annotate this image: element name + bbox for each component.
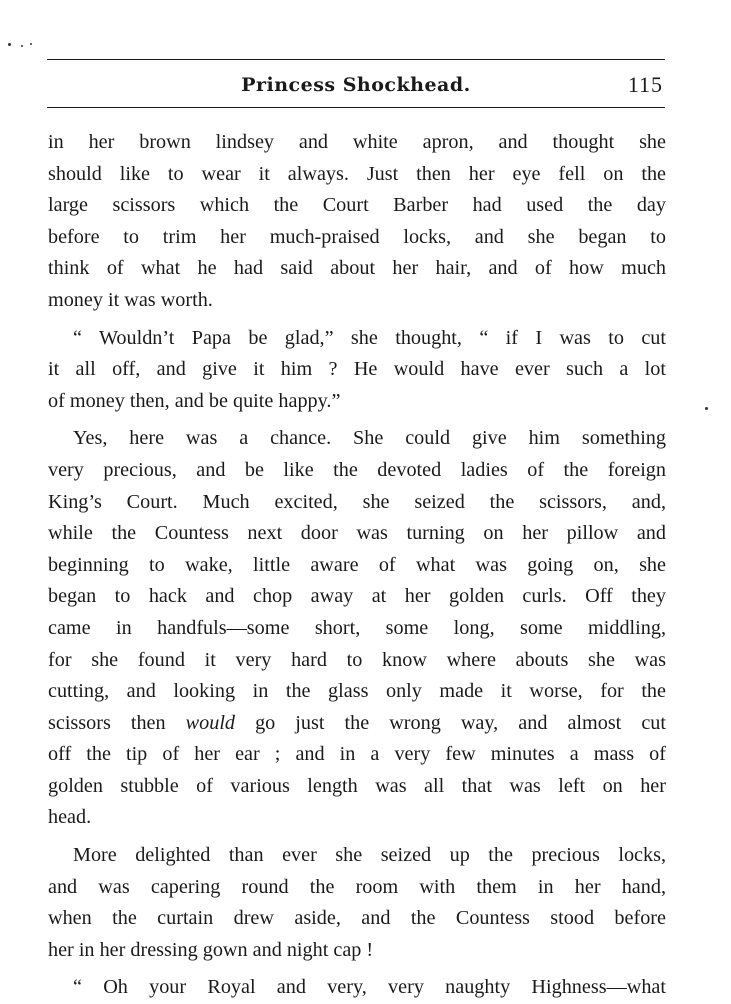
text-line: scissors then would go just the wrong way, and almost cut [48,711,666,734]
page-number: 115 [627,72,663,97]
paragraph [48,840,666,966]
text-line: came in handfuls—some short, some long, some middling, [48,616,666,639]
ink-speck [705,407,708,410]
text-line: in her brown lindsey and white apron, and thought she [48,131,666,153]
text-line: for she found it very hard to know where abouts she was [48,648,666,671]
ink-speck [8,43,11,46]
text-line: large scissors which the Court Barber had used the day [48,194,666,217]
header-rule-bottom [47,107,665,108]
paragraph [48,127,666,317]
text-line: beginning to wake, little aware of what was going on, she [48,553,666,576]
text-line: before to trim her much-praised locks, and she began to [48,225,666,248]
header-rule-top [47,59,665,60]
text-line: “ Oh your Royal and very, very naughty Highness—what [73,976,666,999]
text-line: Yes, here was a chance. She could give him something [73,427,666,450]
paragraph [48,323,666,418]
text-line: very precious, and be like the devoted ladies of the foreign [48,458,666,481]
running-head [47,68,665,102]
text-line: King’s Court. Much excited, she seized the scissors, and, [48,490,666,513]
ink-speck [30,43,32,45]
text-line: and was capering round the room with them in her hand, [48,875,666,898]
text-line: head. [48,806,92,829]
text-line: her in her dressing gown and night cap ! [48,938,374,961]
text-line: “ Wouldn’t Papa be glad,” she thought, “ if I was to cut [73,326,666,349]
text-line: think of what he had said about her hair, and of how much [48,257,666,280]
text-line: it all off, and give it him ? He would have ever such a lot [48,358,666,381]
paragraph [48,972,666,1004]
text-line: off the tip of her ear ; and in a very few minutes a mass of [48,743,666,766]
text-line: when the curtain drew aside, and the Countess stood before [48,907,666,930]
text-line: money it was worth. [48,288,213,311]
ink-speck [21,45,23,47]
paragraph [48,423,666,834]
body-text [48,127,666,1004]
text-line: of money then, and be quite happy.” [48,389,341,412]
text-line: began to hack and chop away at her golden curls. Off they [48,585,666,608]
text-line: should like to wear it always. Just then her eye fell on the [48,162,666,185]
text-line: More delighted than ever she seized up the precious locks, [73,844,666,867]
text-line: golden stubble of various length was all that was left on her [48,774,666,797]
text-line: cutting, and looking in the glass only made it worse, for the [48,680,666,703]
text-line: while the Countess next door was turning on her pillow and [48,522,666,545]
running-title: Princess Shockhead. [241,74,471,96]
